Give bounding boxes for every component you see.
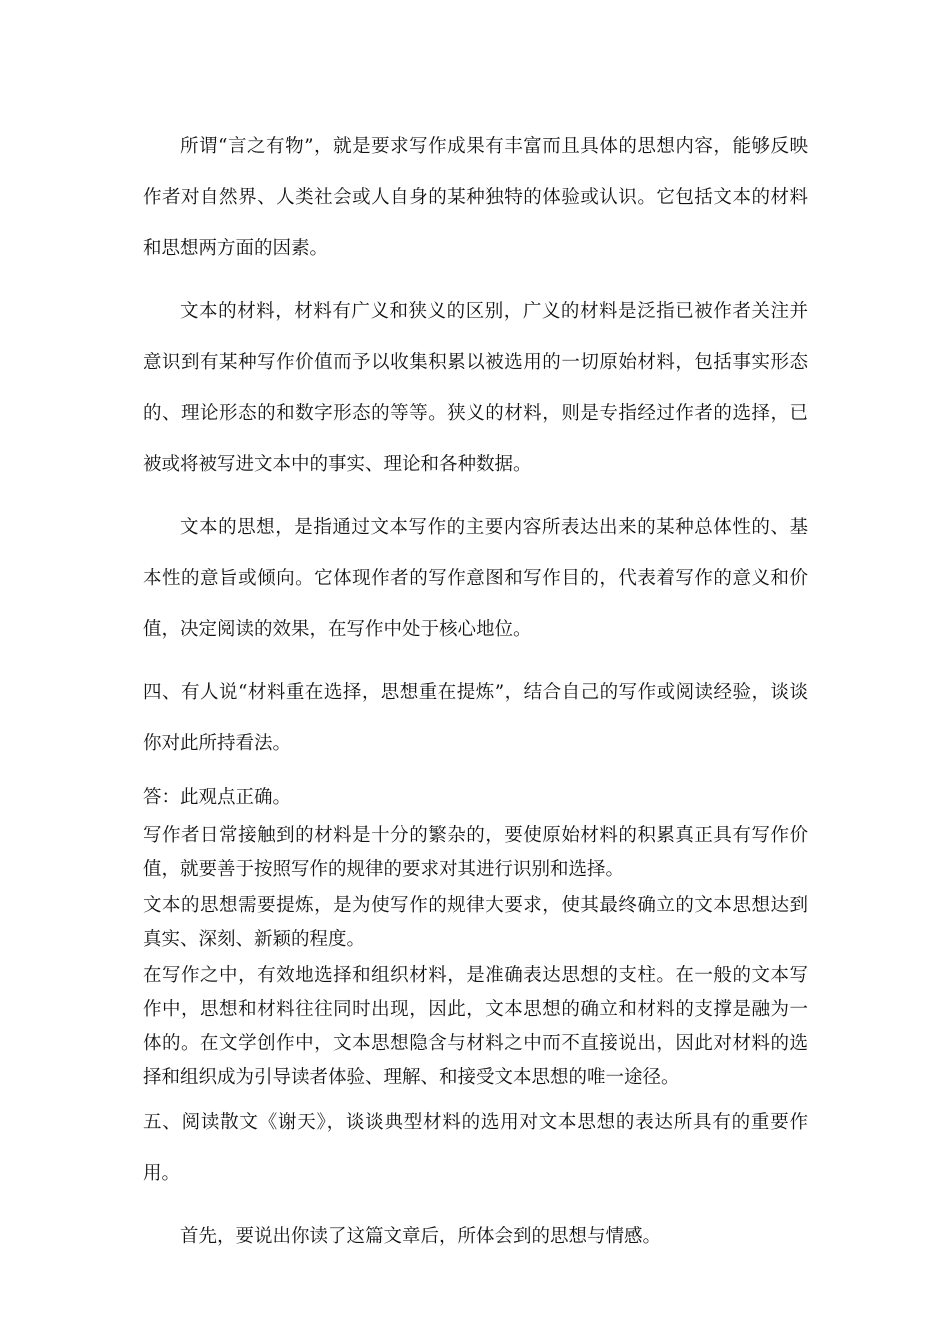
paragraph-text-materials: 文本的材料，材料有广义和狭义的区别，广义的材料是泛指已被作者关注并意识到有某种写作价值而予以收集积累以被选用的一切原始材料，包括事实形态的、理论形态的和数字形态的等等。狭义的材料，则是专指经过作者的选择，已被或将被写进文本中的事实、理论和各种数据。	[143, 301, 808, 475]
question-five: 五、阅读散文《谢天》，谈谈典型材料的选用对文本思想的表达所具有的重要作用。	[143, 1112, 808, 1184]
paragraph-yanzhiyouwu: 所谓“言之有物”，就是要求写作成果有丰富而且具体的思想内容，能够反映作者对自然界、人类社会或人自身的某种独特的体验或认识。它包括文本的材料和思想两方面的因素。	[143, 136, 808, 259]
final-paragraph: 首先，要说出你读了这篇文章后，所体会到的思想与情感。	[180, 1226, 662, 1247]
question-four: 四、有人说“材料重在选择，思想重在提炼”，结合自己的写作或阅读经验，谈谈你对此所持看法。	[143, 682, 808, 754]
paragraph-text-thought: 文本的思想，是指通过文本写作的主要内容所表达出来的某种总体性的、基本性的意旨或倾向。它体现作者的写作意图和写作目的，代表着写作的意义和价值，决定阅读的效果，在写作中处于核心地位。	[143, 517, 808, 640]
document-page	[143, 121, 808, 1274]
answer-paragraph-selection: 写作者日常接触到的材料是十分的繁杂的，要使原始材料的积累真正具有写作价值，就要善于按照写作的规律的要求对其进行识别和选择。	[143, 825, 808, 880]
answer-paragraph-refinement: 文本的思想需要提炼，是为使写作的规律大要求，使其最终确立的文本思想达到真实、深刻、新颖的程度。	[143, 895, 808, 950]
answer-paragraph-organization: 在写作之中，有效地选择和组织材料，是准确表达思想的支柱。在一般的文本写作中，思想和材料往往同时出现，因此，文本思想的确立和材料的支撑是融为一体的。在文学创作中，文本思想隐含与材料之中而不直接说出，因此对材料的选择和组织成为引导读者体验、理解、和接受文本思想的唯一途径。	[143, 965, 808, 1088]
answer-intro: 答：此观点正确。	[143, 787, 292, 808]
